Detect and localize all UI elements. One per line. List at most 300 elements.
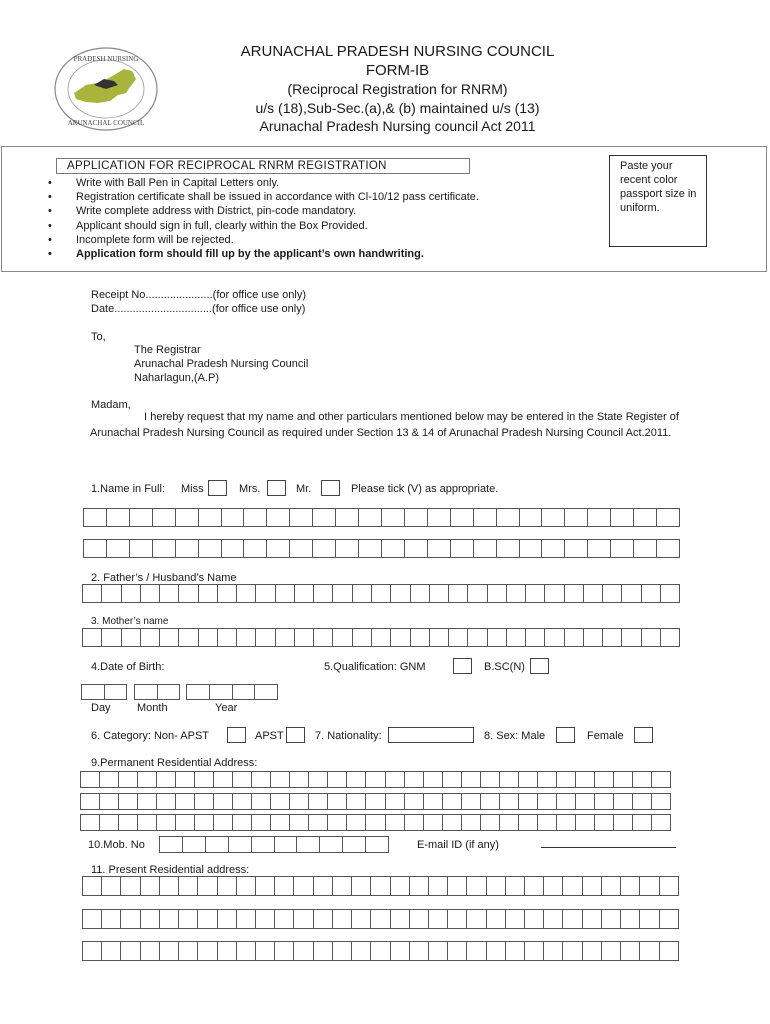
char-cell[interactable] (410, 584, 429, 603)
char-cell[interactable] (487, 584, 506, 603)
char-cell[interactable] (99, 771, 118, 788)
char-cell[interactable] (243, 508, 266, 527)
char-cell[interactable] (601, 876, 620, 896)
char-cell[interactable] (236, 628, 255, 647)
char-cell[interactable] (319, 836, 342, 853)
char-cell[interactable] (427, 539, 450, 558)
char-cell[interactable] (217, 628, 236, 647)
char-cell[interactable] (390, 628, 409, 647)
char-cell[interactable] (274, 876, 293, 896)
char-cell[interactable] (251, 814, 270, 831)
char-cell[interactable] (294, 584, 313, 603)
char-cell[interactable] (327, 771, 346, 788)
char-cell[interactable] (209, 684, 232, 700)
char-cell[interactable] (442, 771, 461, 788)
char-cell[interactable] (525, 584, 544, 603)
char-cell[interactable] (633, 508, 656, 527)
char-cell[interactable] (385, 771, 404, 788)
char-cell[interactable] (442, 793, 461, 810)
char-cell[interactable] (541, 539, 564, 558)
char-cell[interactable] (365, 814, 384, 831)
char-cell[interactable] (423, 771, 442, 788)
char-cell[interactable] (524, 941, 543, 961)
char-cell[interactable] (466, 876, 485, 896)
char-cell[interactable] (613, 814, 632, 831)
char-cell[interactable] (410, 628, 429, 647)
char-cell[interactable] (134, 684, 157, 700)
char-cell[interactable] (236, 584, 255, 603)
char-cell[interactable] (82, 941, 101, 961)
char-cell[interactable] (255, 876, 274, 896)
char-cell[interactable] (352, 628, 371, 647)
char-cell[interactable] (450, 508, 473, 527)
char-cell[interactable] (409, 909, 428, 929)
char-cell[interactable] (404, 814, 423, 831)
char-cell[interactable] (575, 814, 594, 831)
char-cell[interactable] (251, 836, 274, 853)
char-cell[interactable] (232, 814, 251, 831)
char-cell[interactable] (198, 628, 217, 647)
char-cell[interactable] (651, 793, 671, 810)
char-cell[interactable] (312, 539, 335, 558)
char-cell[interactable] (562, 909, 581, 929)
char-cell[interactable] (480, 793, 499, 810)
char-cell[interactable] (487, 628, 506, 647)
char-cell[interactable] (213, 771, 232, 788)
char-cell[interactable] (182, 836, 205, 853)
char-cell[interactable] (358, 539, 381, 558)
char-cell[interactable] (537, 771, 556, 788)
char-cell[interactable] (620, 876, 639, 896)
char-cell[interactable] (308, 814, 327, 831)
char-cell[interactable] (332, 584, 351, 603)
char-cell[interactable] (473, 508, 496, 527)
char-cell[interactable] (175, 793, 194, 810)
char-cell[interactable] (564, 539, 587, 558)
char-cell[interactable] (390, 584, 409, 603)
char-cell[interactable] (365, 836, 389, 853)
char-cell[interactable] (601, 909, 620, 929)
permanent-address-row-3[interactable] (80, 814, 671, 831)
gnm-checkbox[interactable] (453, 658, 472, 674)
char-cell[interactable] (327, 793, 346, 810)
char-cell[interactable] (556, 814, 575, 831)
char-cell[interactable] (159, 584, 178, 603)
char-cell[interactable] (82, 909, 101, 929)
char-cell[interactable] (198, 508, 221, 527)
char-cell[interactable] (564, 628, 583, 647)
char-cell[interactable] (289, 814, 308, 831)
char-cell[interactable] (194, 771, 213, 788)
char-cell[interactable] (496, 539, 519, 558)
char-cell[interactable] (270, 793, 289, 810)
char-cell[interactable] (137, 771, 156, 788)
char-cell[interactable] (152, 539, 175, 558)
female-checkbox[interactable] (634, 727, 653, 743)
char-cell[interactable] (639, 941, 658, 961)
char-cell[interactable] (390, 941, 409, 961)
char-cell[interactable] (101, 584, 120, 603)
char-cell[interactable] (423, 793, 442, 810)
char-cell[interactable] (583, 584, 602, 603)
char-cell[interactable] (270, 771, 289, 788)
char-cell[interactable] (524, 909, 543, 929)
char-cell[interactable] (335, 539, 358, 558)
char-cell[interactable] (496, 508, 519, 527)
char-cell[interactable] (506, 628, 525, 647)
char-cell[interactable] (632, 771, 651, 788)
char-cell[interactable] (370, 941, 389, 961)
char-cell[interactable] (660, 584, 680, 603)
char-cell[interactable] (358, 508, 381, 527)
char-cell[interactable] (82, 876, 101, 896)
char-cell[interactable] (175, 539, 198, 558)
char-cell[interactable] (275, 628, 294, 647)
char-cell[interactable] (99, 793, 118, 810)
char-cell[interactable] (467, 628, 486, 647)
char-cell[interactable] (289, 508, 312, 527)
char-cell[interactable] (221, 539, 244, 558)
char-cell[interactable] (505, 941, 524, 961)
dob-month[interactable] (134, 684, 180, 700)
char-cell[interactable] (197, 909, 216, 929)
char-cell[interactable] (544, 628, 563, 647)
male-checkbox[interactable] (556, 727, 575, 743)
char-cell[interactable] (621, 584, 640, 603)
char-cell[interactable] (409, 876, 428, 896)
char-cell[interactable] (480, 771, 499, 788)
char-cell[interactable] (251, 793, 270, 810)
photo-box[interactable] (609, 155, 707, 247)
char-cell[interactable] (194, 814, 213, 831)
char-cell[interactable] (121, 584, 140, 603)
char-cell[interactable] (519, 539, 542, 558)
char-cell[interactable] (659, 909, 679, 929)
char-cell[interactable] (518, 793, 537, 810)
char-cell[interactable] (602, 628, 621, 647)
char-cell[interactable] (461, 814, 480, 831)
char-cell[interactable] (296, 836, 319, 853)
char-cell[interactable] (82, 584, 101, 603)
char-cell[interactable] (251, 771, 270, 788)
char-cell[interactable] (423, 814, 442, 831)
char-cell[interactable] (543, 909, 562, 929)
char-cell[interactable] (159, 836, 182, 853)
char-cell[interactable] (232, 793, 251, 810)
char-cell[interactable] (486, 876, 505, 896)
char-cell[interactable] (582, 941, 601, 961)
char-cell[interactable] (159, 628, 178, 647)
char-cell[interactable] (448, 628, 467, 647)
char-cell[interactable] (120, 909, 139, 929)
char-cell[interactable] (101, 941, 120, 961)
char-cell[interactable] (385, 793, 404, 810)
char-cell[interactable] (524, 876, 543, 896)
char-cell[interactable] (232, 771, 251, 788)
char-cell[interactable] (198, 539, 221, 558)
char-cell[interactable] (352, 584, 371, 603)
char-cell[interactable] (620, 909, 639, 929)
char-cell[interactable] (289, 539, 312, 558)
char-cell[interactable] (81, 684, 104, 700)
char-cell[interactable] (217, 876, 236, 896)
char-cell[interactable] (129, 539, 152, 558)
char-cell[interactable] (466, 941, 485, 961)
char-cell[interactable] (232, 684, 255, 700)
char-cell[interactable] (197, 941, 216, 961)
char-cell[interactable] (448, 584, 467, 603)
char-cell[interactable] (221, 508, 244, 527)
dob-day[interactable] (81, 684, 127, 700)
char-cell[interactable] (342, 836, 365, 853)
char-cell[interactable] (236, 941, 255, 961)
nationality-input[interactable] (388, 727, 474, 743)
father-name-row[interactable] (82, 584, 680, 603)
non-apst-checkbox[interactable] (227, 727, 246, 743)
char-cell[interactable] (442, 814, 461, 831)
char-cell[interactable] (620, 941, 639, 961)
char-cell[interactable] (175, 771, 194, 788)
char-cell[interactable] (639, 876, 658, 896)
char-cell[interactable] (178, 876, 197, 896)
char-cell[interactable] (660, 628, 680, 647)
char-cell[interactable] (409, 941, 428, 961)
char-cell[interactable] (480, 814, 499, 831)
char-cell[interactable] (140, 584, 159, 603)
char-cell[interactable] (266, 539, 289, 558)
char-cell[interactable] (213, 814, 232, 831)
char-cell[interactable] (332, 941, 351, 961)
char-cell[interactable] (428, 909, 447, 929)
char-cell[interactable] (541, 508, 564, 527)
char-cell[interactable] (632, 814, 651, 831)
char-cell[interactable] (390, 909, 409, 929)
present-address-row-1[interactable] (82, 876, 679, 896)
char-cell[interactable] (274, 909, 293, 929)
char-cell[interactable] (156, 793, 175, 810)
char-cell[interactable] (447, 876, 466, 896)
char-cell[interactable] (447, 909, 466, 929)
char-cell[interactable] (327, 814, 346, 831)
char-cell[interactable] (194, 793, 213, 810)
char-cell[interactable] (137, 814, 156, 831)
char-cell[interactable] (101, 909, 120, 929)
char-cell[interactable] (255, 628, 274, 647)
char-cell[interactable] (519, 508, 542, 527)
char-cell[interactable] (104, 684, 128, 700)
char-cell[interactable] (633, 539, 656, 558)
char-cell[interactable] (178, 628, 197, 647)
char-cell[interactable] (80, 771, 99, 788)
char-cell[interactable] (308, 793, 327, 810)
char-cell[interactable] (157, 684, 181, 700)
char-cell[interactable] (332, 909, 351, 929)
char-cell[interactable] (543, 876, 562, 896)
char-cell[interactable] (427, 508, 450, 527)
char-cell[interactable] (610, 539, 633, 558)
char-cell[interactable] (255, 909, 274, 929)
char-cell[interactable] (255, 584, 274, 603)
char-cell[interactable] (610, 508, 633, 527)
char-cell[interactable] (293, 876, 312, 896)
char-cell[interactable] (575, 771, 594, 788)
permanent-address-row-1[interactable] (80, 771, 671, 788)
char-cell[interactable] (152, 508, 175, 527)
char-cell[interactable] (156, 771, 175, 788)
char-cell[interactable] (461, 793, 480, 810)
char-cell[interactable] (371, 628, 390, 647)
char-cell[interactable] (564, 508, 587, 527)
char-cell[interactable] (473, 539, 496, 558)
char-cell[interactable] (381, 508, 404, 527)
char-cell[interactable] (659, 876, 679, 896)
bsc-checkbox[interactable] (530, 658, 549, 674)
char-cell[interactable] (159, 941, 178, 961)
char-cell[interactable] (544, 584, 563, 603)
char-cell[interactable] (594, 814, 613, 831)
mobile-row[interactable] (159, 836, 389, 853)
char-cell[interactable] (346, 771, 365, 788)
char-cell[interactable] (120, 941, 139, 961)
char-cell[interactable] (428, 876, 447, 896)
char-cell[interactable] (159, 909, 178, 929)
char-cell[interactable] (274, 941, 293, 961)
char-cell[interactable] (518, 771, 537, 788)
char-cell[interactable] (197, 876, 216, 896)
char-cell[interactable] (217, 584, 236, 603)
char-cell[interactable] (505, 909, 524, 929)
char-cell[interactable] (332, 876, 351, 896)
char-cell[interactable] (404, 771, 423, 788)
char-cell[interactable] (129, 508, 152, 527)
char-cell[interactable] (205, 836, 228, 853)
char-cell[interactable] (186, 684, 209, 700)
char-cell[interactable] (562, 941, 581, 961)
char-cell[interactable] (121, 628, 140, 647)
char-cell[interactable] (641, 584, 660, 603)
char-cell[interactable] (594, 793, 613, 810)
char-cell[interactable] (335, 508, 358, 527)
char-cell[interactable] (332, 628, 351, 647)
char-cell[interactable] (101, 628, 120, 647)
char-cell[interactable] (564, 584, 583, 603)
char-cell[interactable] (101, 876, 120, 896)
char-cell[interactable] (351, 941, 370, 961)
char-cell[interactable] (346, 793, 365, 810)
char-cell[interactable] (255, 941, 274, 961)
char-cell[interactable] (118, 793, 137, 810)
char-cell[interactable] (562, 876, 581, 896)
char-cell[interactable] (518, 814, 537, 831)
present-address-row-3[interactable] (82, 941, 679, 961)
char-cell[interactable] (137, 793, 156, 810)
char-cell[interactable] (404, 539, 427, 558)
char-cell[interactable] (178, 584, 197, 603)
char-cell[interactable] (582, 909, 601, 929)
char-cell[interactable] (404, 793, 423, 810)
char-cell[interactable] (313, 941, 332, 961)
char-cell[interactable] (486, 909, 505, 929)
char-cell[interactable] (556, 771, 575, 788)
permanent-address-row-2[interactable] (80, 793, 671, 810)
char-cell[interactable] (613, 771, 632, 788)
char-cell[interactable] (467, 584, 486, 603)
char-cell[interactable] (312, 508, 335, 527)
char-cell[interactable] (506, 584, 525, 603)
char-cell[interactable] (525, 628, 544, 647)
char-cell[interactable] (587, 508, 610, 527)
char-cell[interactable] (254, 684, 278, 700)
email-input-line[interactable] (541, 847, 676, 848)
char-cell[interactable] (351, 909, 370, 929)
char-cell[interactable] (178, 909, 197, 929)
dob-year[interactable] (186, 684, 278, 700)
char-cell[interactable] (80, 814, 99, 831)
char-cell[interactable] (313, 909, 332, 929)
char-cell[interactable] (106, 508, 129, 527)
char-cell[interactable] (428, 941, 447, 961)
char-cell[interactable] (80, 793, 99, 810)
char-cell[interactable] (346, 814, 365, 831)
char-cell[interactable] (632, 793, 651, 810)
char-cell[interactable] (582, 876, 601, 896)
char-cell[interactable] (404, 508, 427, 527)
char-cell[interactable] (274, 836, 297, 853)
char-cell[interactable] (371, 584, 390, 603)
char-cell[interactable] (289, 771, 308, 788)
char-cell[interactable] (308, 771, 327, 788)
char-cell[interactable] (293, 909, 312, 929)
char-cell[interactable] (659, 941, 679, 961)
char-cell[interactable] (450, 539, 473, 558)
char-cell[interactable] (486, 941, 505, 961)
char-cell[interactable] (99, 814, 118, 831)
char-cell[interactable] (385, 814, 404, 831)
char-cell[interactable] (575, 793, 594, 810)
char-cell[interactable] (140, 876, 159, 896)
char-cell[interactable] (140, 941, 159, 961)
char-cell[interactable] (656, 539, 680, 558)
char-cell[interactable] (651, 771, 671, 788)
char-cell[interactable] (120, 876, 139, 896)
char-cell[interactable] (543, 941, 562, 961)
mrs-checkbox[interactable] (267, 480, 286, 496)
char-cell[interactable] (178, 941, 197, 961)
char-cell[interactable] (289, 793, 308, 810)
char-cell[interactable] (293, 941, 312, 961)
miss-checkbox[interactable] (208, 480, 227, 496)
char-cell[interactable] (641, 628, 660, 647)
char-cell[interactable] (228, 836, 251, 853)
char-cell[interactable] (213, 793, 232, 810)
char-cell[interactable] (505, 876, 524, 896)
char-cell[interactable] (613, 793, 632, 810)
mother-name-row[interactable] (82, 628, 680, 647)
char-cell[interactable] (159, 876, 178, 896)
name-row-1[interactable] (83, 508, 680, 527)
char-cell[interactable] (499, 793, 518, 810)
char-cell[interactable] (601, 941, 620, 961)
char-cell[interactable] (175, 814, 194, 831)
char-cell[interactable] (156, 814, 175, 831)
char-cell[interactable] (313, 628, 332, 647)
char-cell[interactable] (499, 814, 518, 831)
char-cell[interactable] (390, 876, 409, 896)
char-cell[interactable] (466, 909, 485, 929)
char-cell[interactable] (275, 584, 294, 603)
char-cell[interactable] (236, 876, 255, 896)
char-cell[interactable] (294, 628, 313, 647)
